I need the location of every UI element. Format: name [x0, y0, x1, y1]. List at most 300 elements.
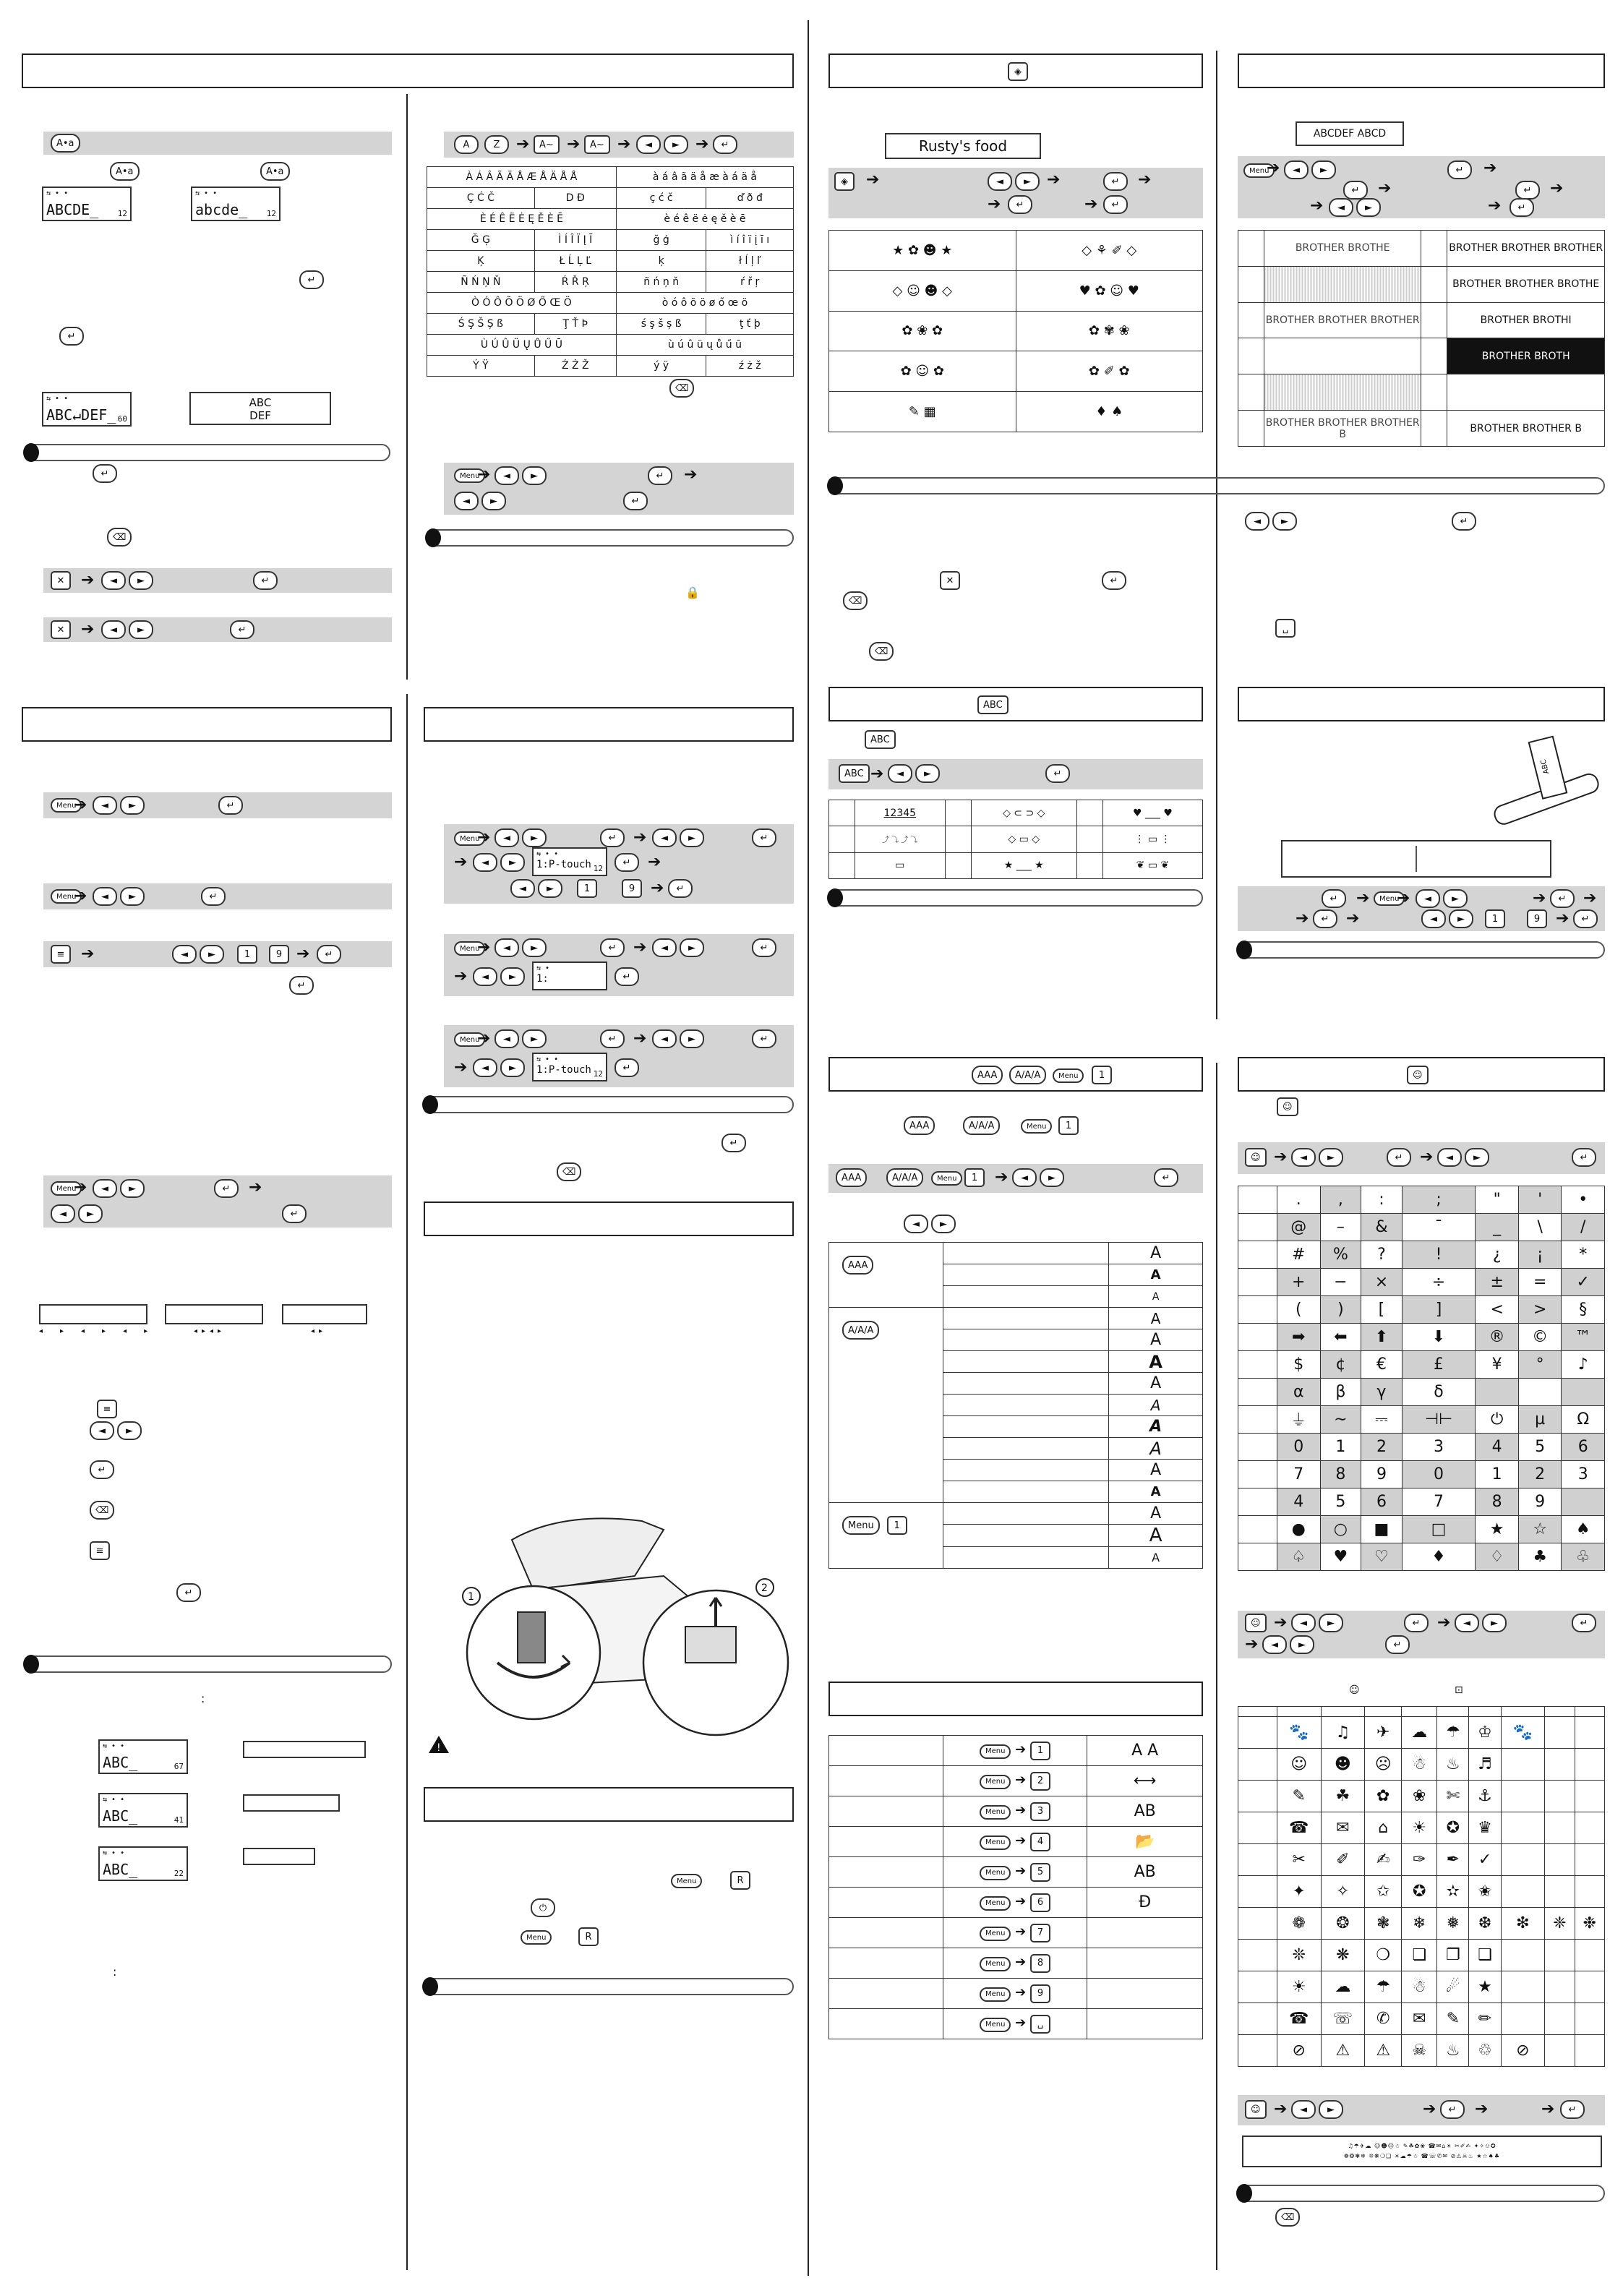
symbol-row — [1238, 1461, 1605, 1488]
section-header-numbering — [424, 707, 794, 742]
pictograph-cell: ✂ — [1277, 1844, 1322, 1876]
menu-icon-cell: AB — [1087, 1796, 1203, 1827]
style-sample-left — [1264, 338, 1421, 374]
symbol-cell: 4 — [1277, 1488, 1321, 1516]
pictograph-row-header — [1238, 1940, 1277, 1971]
symbol-row-header — [1238, 1186, 1277, 1214]
pictograph-cell: ✩ — [1365, 1876, 1402, 1908]
frame-sample: ♥ ___ ♥ — [1102, 800, 1202, 826]
symbol-cell: 3 — [1562, 1461, 1605, 1488]
symbol-cell: € — [1361, 1351, 1402, 1379]
abc-bar: ABC ➔ ◄ ► ↵ — [828, 759, 1203, 789]
accent-cell: ñ ń ņ ň — [616, 272, 706, 293]
section-header-menu — [828, 1682, 1203, 1716]
symbol-cell: 7 — [1402, 1488, 1476, 1516]
size-desc-cell — [943, 1395, 1108, 1416]
enter-key: ↵ — [289, 976, 314, 995]
size-sample-cell: A — [1109, 1243, 1203, 1264]
style-index-cell — [1421, 411, 1447, 447]
right-key: ► — [522, 1029, 547, 1048]
menu-desc-cell — [829, 1736, 943, 1766]
section-header-size — [828, 1057, 1203, 1092]
case-key-upper: A•a — [110, 162, 140, 181]
pictograph-cell: ✎ — [1277, 1781, 1322, 1812]
pictograph-hint-icon: ☺ — [1349, 1684, 1360, 1696]
menu-shortcut-cell — [943, 1918, 1087, 1948]
pictograph-hint-icon: ⊡ — [1455, 1684, 1463, 1696]
size-desc-cell — [943, 1481, 1108, 1503]
left-key: ◄ — [1437, 1148, 1462, 1167]
style-sample-left — [1264, 266, 1421, 302]
left-key: ◄ — [988, 172, 1012, 191]
enter-key-b: ↵ — [59, 327, 84, 346]
clear-key: ✕ — [51, 620, 71, 639]
accent-row — [427, 251, 794, 272]
pictograph-cell: ❏ — [1402, 1940, 1437, 1971]
pictograph-row-header — [1238, 2003, 1277, 2035]
symbol-cell: = — [1518, 1269, 1562, 1296]
clear-bar-2: ✕ ➔ ◄ ► ↵ — [43, 617, 392, 642]
pictograph-cell — [1501, 1971, 1545, 2003]
accent-cell: Ý Ÿ — [427, 356, 535, 377]
symbol-row-header — [1238, 1406, 1277, 1434]
pictograph-row — [1238, 1717, 1605, 1749]
symbol-cell: 0 — [1277, 1434, 1321, 1461]
symbol-cell: ♠ — [1562, 1516, 1605, 1543]
symbol-cell: ' — [1518, 1186, 1562, 1214]
menu-row — [829, 1827, 1203, 1857]
numbering-bar-2: Menu ➔ ◄ ► ↵ ➔ ◄ ► ↵ ➔ ◄ ► ⇆ • 1: ↵ — [444, 934, 794, 996]
accent-cell: ý ÿ — [616, 356, 706, 377]
pictograph-cell — [1545, 2035, 1575, 2067]
lock-icon: 🔒 — [685, 586, 700, 599]
right-key: ► — [915, 764, 940, 783]
menu-shortcut-cell — [943, 1857, 1087, 1888]
divider-left-lower — [406, 694, 408, 2270]
size-width-table — [828, 1242, 1203, 1569]
frame-sample: ◇ ☺ ☻ ◇ — [829, 270, 1016, 311]
pictograph-cell: ♨ — [1437, 1749, 1469, 1781]
section-header-top-left — [22, 53, 794, 88]
pictograph-cell: ☄ — [1437, 1971, 1469, 2003]
pictograph-cell — [1545, 1717, 1575, 1749]
right-key: ► — [664, 135, 688, 154]
right-key: ► — [129, 571, 153, 590]
symbol-row — [1238, 1214, 1605, 1241]
menu-desc-cell — [829, 2009, 943, 2039]
accent-cell: Ķ — [427, 251, 535, 272]
symbol-row — [1238, 1186, 1605, 1214]
symbol-cell: ○ — [1320, 1516, 1361, 1543]
note-bar-8 — [1238, 941, 1605, 959]
pictograph-cell: ✿ — [1365, 1781, 1402, 1812]
pictograph-row-header — [1238, 1844, 1277, 1876]
accent-cell: È É Ê Ë Ė Ę Ě È Ē — [427, 209, 617, 230]
pictograph-row — [1238, 1781, 1605, 1812]
accent-cell: Ğ Ģ — [427, 230, 535, 251]
accent-row — [427, 209, 794, 230]
symbol-cell: ⬇ — [1402, 1324, 1476, 1351]
size-desc-cell — [943, 1438, 1108, 1460]
right-key: ► — [1449, 909, 1473, 928]
symbol-cell: ■ — [1361, 1516, 1402, 1543]
style-table — [1238, 230, 1605, 447]
menu-key: Menu — [842, 1516, 880, 1535]
style-sample-left: BROTHER BROTHER BROTHER B — [1264, 411, 1421, 447]
pictograph-cell — [1575, 1940, 1604, 1971]
enter-key: ↵ — [1550, 889, 1575, 908]
frame-sample: ✎ ▦ — [829, 392, 1016, 432]
pictograph-cell — [1575, 1844, 1604, 1876]
symbol-cell: δ — [1402, 1379, 1476, 1406]
width-key: A/A/A — [963, 1116, 1000, 1135]
size-desc-cell — [943, 1547, 1108, 1569]
z-key: Z — [484, 135, 509, 154]
pictograph-cell: ☠ — [1402, 2035, 1437, 2067]
enter-key: ↵ — [317, 945, 341, 964]
symbol-cell: ; — [1402, 1186, 1476, 1214]
menu-row — [829, 1766, 1203, 1796]
width-key: A/A/A — [1009, 1066, 1046, 1084]
symbol-row — [1238, 1351, 1605, 1379]
note-bar-4 — [25, 1655, 392, 1673]
symbol-cell — [1518, 1379, 1562, 1406]
style-index-cell — [1421, 302, 1447, 338]
size-sample-cell: A — [1109, 1286, 1203, 1308]
left-key: ◄ — [652, 828, 677, 847]
menu-desc-cell — [829, 1888, 943, 1918]
pictograph-row — [1238, 2003, 1605, 2035]
size-sample-cell: A — [1109, 1264, 1203, 1286]
menu-shortcut-cell — [943, 1888, 1087, 1918]
symbol-cell: £ — [1402, 1351, 1476, 1379]
symbol-cell: # — [1277, 1241, 1321, 1269]
enter-key: ↵ — [1404, 1614, 1429, 1632]
symbol-cell: ♦ — [1402, 1543, 1476, 1571]
enter-key: ↵ — [1102, 571, 1126, 590]
size-sample-cell: A — [1109, 1395, 1203, 1416]
note-bar-6 — [424, 1978, 794, 1995]
enter-key: ↵ — [648, 466, 672, 485]
left-key: ◄ — [1291, 1148, 1316, 1167]
symbol-cell: ° — [1518, 1351, 1562, 1379]
enter-key: ↵ — [1343, 181, 1368, 200]
frame-sample: ♦ ♠ — [1016, 392, 1203, 432]
style-sample-right — [1447, 374, 1605, 411]
symbol-cell: ➡ — [1277, 1324, 1321, 1351]
menu-shortcut-cell — [943, 2009, 1087, 2039]
left-key: ◄ — [652, 938, 677, 957]
pictograph-cell: ⚓ — [1469, 1781, 1501, 1812]
symbol-cell: ☆ — [1518, 1516, 1562, 1543]
size-sample-cell: A — [1109, 1351, 1203, 1373]
menu-desc-cell — [829, 1979, 943, 2009]
style-sample-right: BROTHER BROTH — [1447, 338, 1605, 374]
size-sample-cell: A — [1109, 1481, 1203, 1503]
abc-key: ABC — [839, 764, 870, 783]
number-key: 2 — [1030, 1772, 1050, 1791]
pictograph-cell — [1501, 2003, 1545, 2035]
backspace-key: ⌫ — [90, 1501, 114, 1520]
right-key: ► — [1015, 172, 1040, 191]
frame-table — [828, 230, 1203, 432]
accent-row — [427, 293, 794, 314]
size-sample-cell: A — [1109, 1373, 1203, 1395]
pictograph-cell — [1545, 1812, 1575, 1844]
symbol-row — [1238, 1379, 1605, 1406]
size-desc-cell — [943, 1329, 1108, 1351]
menu-key: Menu — [521, 1930, 552, 1945]
pictograph-row-header — [1238, 1908, 1277, 1940]
pictograph-cell: ✍ — [1365, 1844, 1402, 1876]
frame-key: ◈ — [1008, 62, 1028, 81]
accent-cell: Ò Ó Ô Õ Ö Ø Ő Œ Ö — [427, 293, 617, 314]
accent-cell: ł ĺ ļ ľ — [706, 251, 794, 272]
style-sample-right: BROTHER BROTHER BROTHE — [1447, 266, 1605, 302]
one-key: 1 — [237, 945, 257, 964]
symbol-cell: * — [1562, 1241, 1605, 1269]
pictograph-cell: ✪ — [1437, 1812, 1469, 1844]
accent-cell: ò ó ô õ ö ø ő œ ö — [616, 293, 793, 314]
enter-key: ↵ — [1560, 2100, 1585, 2119]
note-bar-5 — [424, 1096, 794, 1113]
size-desc-cell — [943, 1264, 1108, 1286]
style-instruction-bar: Menu ➔ ◄ ► ↵ ➔ ↵ ➔ ↵ ➔ ➔ ◄ ► ➔ ↵ — [1238, 156, 1605, 218]
size-bar: AAA A/A/A Menu 1 ➔ ◄ ► ↵ — [828, 1164, 1203, 1193]
enter-key: ↵ — [1385, 1635, 1410, 1654]
pictograph-cell: ❁ — [1277, 1908, 1322, 1940]
menu-key: Menu — [454, 468, 485, 483]
pictograph-cell: ☀ — [1277, 1971, 1322, 2003]
arrow-icon: ➔ — [1011, 1772, 1030, 1787]
symbol-cell: ⏚ — [1277, 1406, 1321, 1434]
symbol-cell: ? — [1361, 1241, 1402, 1269]
case-key-lower: A•a — [260, 162, 290, 181]
pictograph-header-cell — [1238, 1707, 1277, 1717]
frame-sample: ✿ ☺ ✿ — [829, 351, 1016, 392]
style-index-cell — [1238, 231, 1264, 267]
pictograph-row — [1238, 1940, 1605, 1971]
pictograph-cell: ★ — [1469, 1971, 1501, 2003]
symbol-cell: 8 — [1476, 1488, 1519, 1516]
symbol-cell: < — [1476, 1296, 1519, 1324]
symbol-cell: ¥ — [1476, 1351, 1519, 1379]
symbol-row-header — [1238, 1241, 1277, 1269]
divider-left — [406, 94, 408, 680]
pictograph-row-header — [1238, 1971, 1277, 2003]
symbol-cell: ♢ — [1476, 1543, 1519, 1571]
pictograph-header-cell — [1545, 1707, 1575, 1717]
backspace-key-a: ⌫ — [107, 528, 132, 547]
right-key: ► — [500, 967, 525, 986]
left-key: ◄ — [510, 879, 535, 898]
pictograph-row-header — [1238, 1812, 1277, 1844]
size-desc-cell — [943, 1416, 1108, 1438]
left-key: ◄ — [93, 887, 117, 906]
symbol-cell: 0 — [1402, 1461, 1476, 1488]
menu-row — [829, 1857, 1203, 1888]
symbol-cell: ( — [1277, 1296, 1321, 1324]
pictograph-cell: ❆ — [1469, 1908, 1501, 1940]
pictograph-cell — [1575, 2035, 1604, 2067]
right-key: ► — [680, 828, 704, 847]
frame-key: ◈ — [834, 172, 855, 191]
accent-row — [427, 230, 794, 251]
symbol-cell: " — [1476, 1186, 1519, 1214]
symbol-row — [1238, 1434, 1605, 1461]
symbol-cell: 5 — [1518, 1434, 1562, 1461]
section-header-abc — [828, 687, 1203, 721]
enter-key: ↵ — [1447, 160, 1472, 179]
pictograph-cell: ✉ — [1321, 1812, 1365, 1844]
enter-key: ↵ — [752, 828, 776, 847]
enter-key: ↵ — [614, 853, 639, 872]
section-header-cable — [1238, 687, 1605, 721]
menu-key: Menu — [454, 941, 485, 956]
style-index-cell — [1238, 411, 1264, 447]
pictograph-cell: ☃ — [1402, 1749, 1437, 1781]
accent-cell: Ì Í Î Ï Į Ī — [534, 230, 616, 251]
pictograph-cell — [1545, 1940, 1575, 1971]
pictograph-cell: ✐ — [1321, 1844, 1365, 1876]
pictograph-cell: ✓ — [1469, 1844, 1501, 1876]
accent-cell: D Đ — [534, 188, 616, 209]
accent-cell: À Á Â Ã Ä Å Æ Å Ä Å Å — [427, 167, 617, 188]
symbol-cell: ♣ — [1518, 1543, 1562, 1571]
pictograph-table — [1238, 1706, 1605, 2067]
menu-key: Menu — [980, 1987, 1011, 2002]
menu-shortcut-cell — [943, 1766, 1087, 1796]
enter-key: ↵ — [1103, 195, 1128, 214]
width-key: A/A/A — [886, 1168, 923, 1187]
pictograph-cell — [1545, 2003, 1575, 2035]
enter-key: ↵ — [1387, 1148, 1411, 1167]
case-key: A•a — [51, 134, 80, 153]
left-key: ◄ — [652, 1029, 677, 1048]
pictograph-cell — [1501, 1876, 1545, 1908]
note-bar-2 — [427, 529, 794, 547]
enter-key: ↵ — [1008, 195, 1032, 214]
width-key: A/A/A — [842, 1321, 879, 1340]
symbol-cell: 7 — [1277, 1461, 1321, 1488]
accent-row — [427, 272, 794, 293]
menu-key: Menu — [980, 1927, 1011, 1941]
accent-cell: Ł Ĺ Ļ Ľ — [534, 251, 616, 272]
pictograph-cell: ✈ — [1365, 1717, 1402, 1749]
pictograph-cell: ♲ — [1469, 2035, 1501, 2067]
section-header-memory — [22, 707, 392, 742]
menu-key: Menu — [980, 1957, 1011, 1971]
pictograph-cell — [1545, 1781, 1575, 1812]
symbol-row-header — [1238, 1516, 1277, 1543]
symbol-row — [1238, 1296, 1605, 1324]
pictograph-cell: ☂ — [1365, 1971, 1402, 2003]
pictograph-cell: ✎ — [1437, 2003, 1469, 2035]
enter-key: ↵ — [600, 938, 625, 957]
backspace-key: ⌫ — [557, 1162, 581, 1181]
enter-key: ↵ — [1045, 764, 1070, 783]
menu-icon-cell: AB — [1087, 1857, 1203, 1888]
accent-menu-bar: Menu ➔ ◄ ► ↵ ➔ ◄ ► ↵ — [444, 463, 794, 515]
lcd-ptouch-3: ⇆ • • 1:P-touch 12 — [532, 1053, 607, 1081]
enter-key: ↵ — [614, 1058, 639, 1077]
left-key: ◄ — [494, 466, 519, 485]
size-key: AAA — [842, 1256, 873, 1275]
symbol-cell: ± — [1476, 1269, 1519, 1296]
margin-arrows-narrow: ◂▸ — [311, 1327, 327, 1335]
numbering-bar-3: Menu ➔ ◄ ► ↵ ➔ ◄ ► ↵ ➔ ◄ ► ⇆ • • 1:P-touch 12 ↵ — [444, 1025, 794, 1087]
pictograph-cell: ♫ — [1321, 1717, 1365, 1749]
number-key: 4 — [1030, 1833, 1050, 1851]
menu-desc-cell — [829, 1796, 943, 1827]
symbol-cell: ♡ — [1361, 1543, 1402, 1571]
right-key: ► — [680, 1029, 704, 1048]
lcd-newline: ⇆ • • ABC↵DEF_ 60 — [42, 392, 132, 427]
lcd-abc-3: ⇆ • • ABC_ 22 — [98, 1846, 188, 1881]
pictograph-cell: ☂ — [1437, 1717, 1469, 1749]
pictograph-cell: ❐ — [1437, 1940, 1469, 1971]
right-key: ► — [481, 492, 506, 510]
svg-text:ABC: ABC — [1539, 758, 1551, 775]
pictograph-header-cell — [1469, 1707, 1501, 1717]
enter-key: ↵ — [1452, 512, 1476, 531]
menu-shortcut-cell — [943, 1827, 1087, 1857]
symbol-cell: , — [1320, 1186, 1361, 1214]
symbol-row-header — [1238, 1488, 1277, 1516]
enter-key: ↵ — [721, 1134, 746, 1152]
pictograph-cell — [1545, 1971, 1575, 2003]
symbol-cell: ⬆ — [1361, 1324, 1402, 1351]
symbol-cell: □ — [1402, 1516, 1476, 1543]
menu-key: Menu — [1053, 1068, 1084, 1083]
pictograph-cell: ☃ — [1402, 1971, 1437, 2003]
enter-key: ↵ — [282, 1204, 307, 1223]
frame-instruction-bar: ◈ ➔ ◄ ► ➔ ↵ ➔ ➔ ↵ ➔ ↵ — [828, 168, 1203, 218]
style-index-cell — [1421, 338, 1447, 374]
pictograph-cell — [1501, 1844, 1545, 1876]
enter-key: ↵ — [1573, 909, 1598, 928]
pictograph-cell: ✫ — [1437, 1876, 1469, 1908]
memory-bar-3: ≡ ➔ ◄ ► 1 9 ➔ ↵ — [43, 941, 392, 967]
enter-key: ↵ — [614, 967, 639, 986]
margin-diagram-narrow — [282, 1304, 367, 1324]
pictograph-header-cell — [1575, 1707, 1604, 1717]
menu-shortcut-cell — [943, 1948, 1087, 1979]
size-desc-cell — [943, 1525, 1108, 1547]
lcd-uppercase: ⇆ • • ABCDE_ 12 — [42, 187, 132, 221]
size-desc-cell — [943, 1286, 1108, 1308]
pictograph-cell: ☎ — [1277, 1812, 1322, 1844]
menu-desc-cell — [829, 1918, 943, 1948]
abc-frame-table — [828, 800, 1203, 879]
menu-key: Menu — [980, 2018, 1011, 2032]
symbol-row-header — [1238, 1324, 1277, 1351]
size-group-cell — [829, 1503, 943, 1569]
accent-cell: ď ð đ — [706, 188, 794, 209]
symbol-cell: 5 — [1320, 1488, 1361, 1516]
menu-row — [829, 1918, 1203, 1948]
right-key: ► — [522, 466, 547, 485]
symbol-cell: ¯ — [1402, 1214, 1476, 1241]
symbol-table — [1238, 1186, 1605, 1571]
symbol-key: ☺ — [1277, 1097, 1298, 1116]
symbol-cell: + — [1277, 1269, 1321, 1296]
size-sample-cell: A — [1109, 1525, 1203, 1547]
section-header-tape — [424, 1201, 794, 1236]
pictograph-cell: ☏ — [1321, 2003, 1365, 2035]
pictograph-cell — [1501, 1781, 1545, 1812]
pictograph-row-header — [1238, 1717, 1277, 1749]
